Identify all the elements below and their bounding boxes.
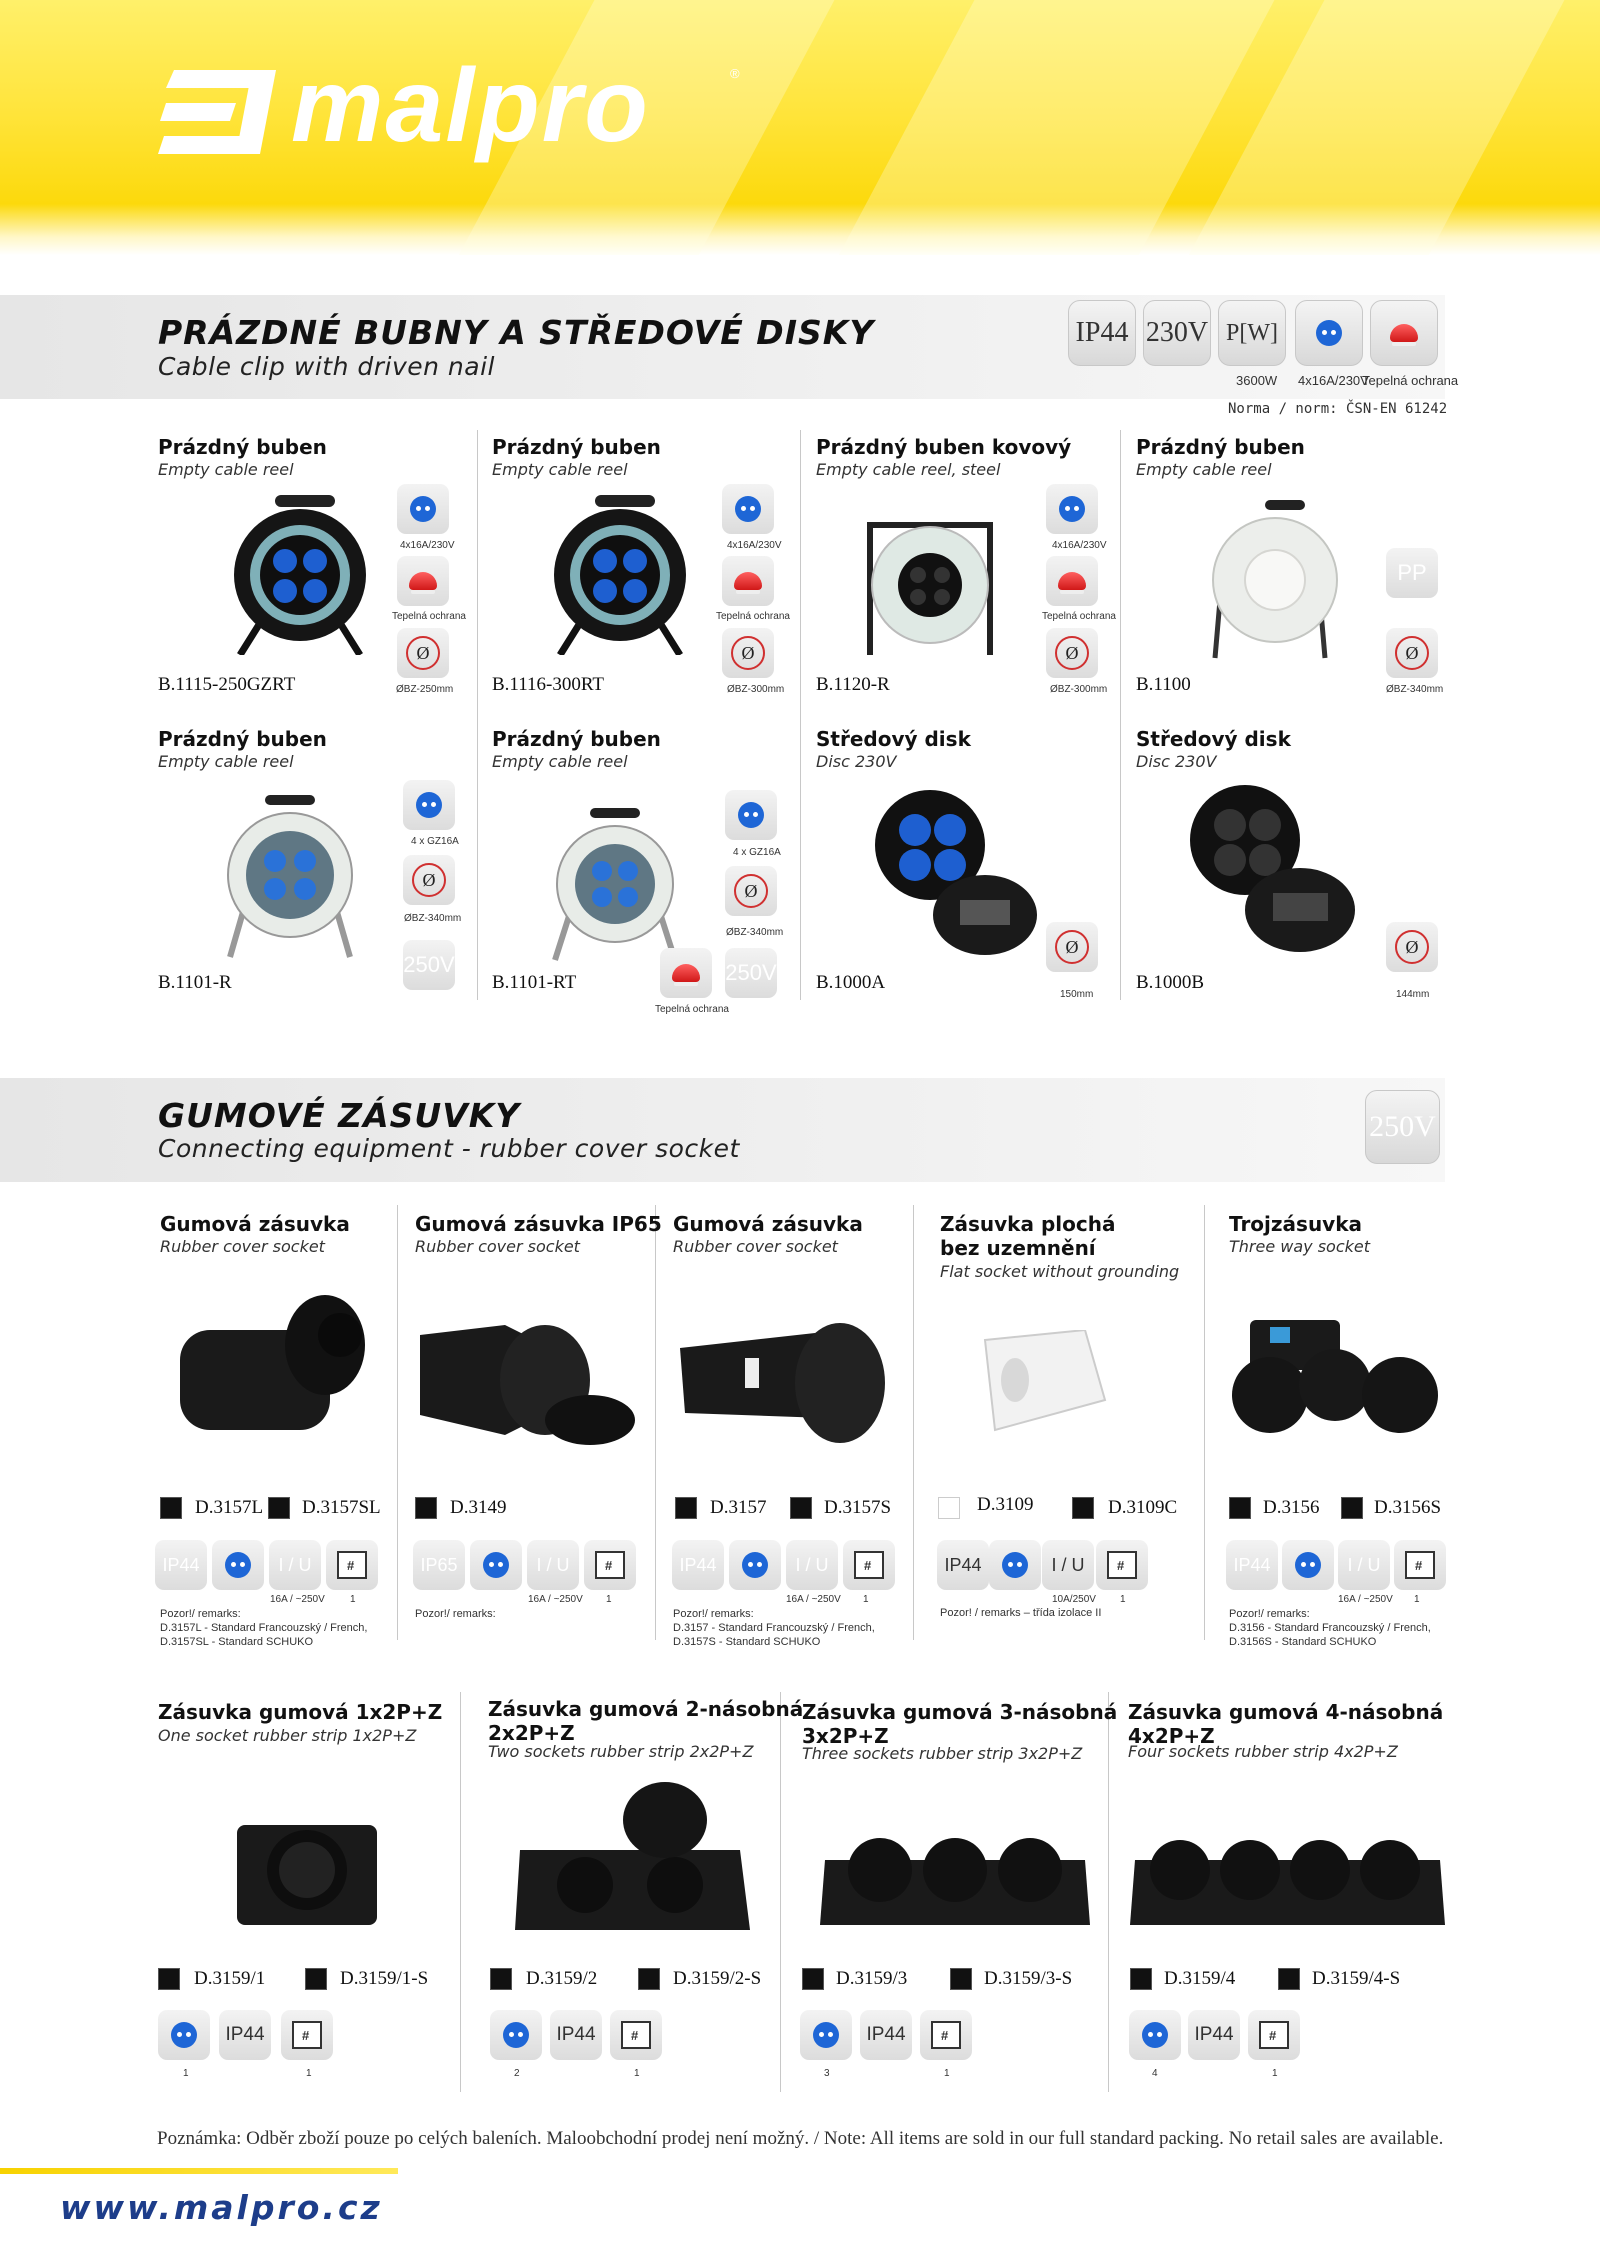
socket-icon xyxy=(800,2010,852,2060)
product-code: D.3159/3-S xyxy=(984,1968,1073,1989)
current-voltage-icon: I / U xyxy=(527,1540,579,1590)
logo-mark-icon xyxy=(156,70,276,154)
product-title: Prázdný buben xyxy=(1136,435,1305,459)
section-subtitle-sockets: Connecting equipment - rubber cover socket xyxy=(158,1134,740,1163)
product-title: Středový disk xyxy=(1136,727,1291,751)
socket-strip-image xyxy=(1130,1825,1445,1930)
socket-count: 3 xyxy=(824,2068,830,2079)
ip-rating-icon: IP44 xyxy=(1226,1540,1278,1590)
color-swatch-black xyxy=(675,1497,697,1519)
rubber-socket-image xyxy=(175,1290,375,1450)
product-subtitle: Four sockets rubber strip 4x2P+Z xyxy=(1128,1742,1398,1761)
thermal-label: Tepelná ochrana xyxy=(1042,611,1116,622)
ip-rating-icon: IP44 xyxy=(1188,2010,1240,2060)
product-title: Prázdný buben xyxy=(158,727,327,751)
thermal-label: Tepelná ochrana xyxy=(1362,373,1459,388)
socket-icon xyxy=(729,1540,781,1590)
packaging-icon xyxy=(326,1540,378,1590)
product-code: D.3157L xyxy=(195,1497,264,1518)
divider xyxy=(655,1205,656,1640)
product-code: B.1000B xyxy=(1136,972,1205,993)
pack-quantity: 1 xyxy=(944,2068,950,2079)
cable-reel-image xyxy=(225,495,375,655)
remarks: Pozor!/ remarks: D.3157L - Standard Francouzský / French, D.3157SL - Standard SCHUKO xyxy=(160,1608,368,1648)
packaging-icon xyxy=(1394,1540,1446,1590)
product-code: B.1115-250GZRT xyxy=(158,674,296,695)
packaging-icon xyxy=(584,1540,636,1590)
diameter-icon: Ø xyxy=(397,628,449,678)
malpro-logo xyxy=(156,48,740,164)
current-voltage-value: 16A / ~250V xyxy=(786,1594,841,1605)
packaging-icon xyxy=(610,2010,662,2060)
product-subtitle: Empty cable reel xyxy=(1136,460,1272,479)
diameter-label: ØBZ-300mm xyxy=(727,684,785,695)
product-code: D.3157SL xyxy=(302,1497,381,1518)
diameter-label: ØBZ-340mm xyxy=(1386,684,1444,695)
divider xyxy=(397,1205,398,1640)
product-subtitle: Rubber cover socket xyxy=(160,1237,325,1256)
empty-reel-image xyxy=(1200,500,1340,660)
color-swatch-black xyxy=(1229,1497,1251,1519)
registered-mark: ® xyxy=(730,66,740,81)
product-title: Gumová zásuvka xyxy=(160,1212,350,1236)
voltage-icon: 250V xyxy=(725,948,777,998)
product-subtitle: Empty cable reel xyxy=(492,460,628,479)
diameter-icon: Ø xyxy=(1046,628,1098,678)
product-code: B.1101-R xyxy=(158,972,232,993)
steel-reel-image xyxy=(860,505,1000,655)
product-subtitle: Three sockets rubber strip 3x2P+Z xyxy=(802,1744,1083,1763)
current-voltage-icon: I / U xyxy=(786,1540,838,1590)
socket-icon xyxy=(1129,2010,1181,2060)
product-title: Trojzásuvka xyxy=(1229,1212,1363,1236)
product-subtitle: Flat socket without grounding xyxy=(940,1262,1180,1281)
product-code: D.3159/2 xyxy=(526,1968,598,1989)
color-swatch-black xyxy=(158,1968,180,1990)
diameter-label: ØBZ-340mm xyxy=(726,927,784,938)
product-code: B.1120-R xyxy=(816,674,890,695)
remarks: Pozor!/ remarks: xyxy=(415,1608,496,1620)
pack-quantity: 1 xyxy=(634,2068,640,2079)
socket-label: 4x16A/230V xyxy=(727,540,782,551)
rubber-socket-ip65-image xyxy=(415,1305,635,1450)
voltage-icon: 250V xyxy=(403,940,455,990)
page-header xyxy=(0,0,1600,255)
packaging-icon xyxy=(1248,2010,1300,2060)
thermal-label: Tepelná ochrana xyxy=(392,611,466,622)
current-voltage-value: 10A/250V xyxy=(1052,1594,1096,1605)
product-code: D.3109 xyxy=(977,1494,1034,1515)
color-swatch-black xyxy=(268,1497,290,1519)
current-voltage-icon: I / U xyxy=(1042,1540,1094,1590)
product-subtitle: Empty cable reel, steel xyxy=(816,460,1001,479)
ip-rating-icon: IP44 xyxy=(155,1540,207,1590)
product-subtitle: One socket rubber strip 1x2P+Z xyxy=(158,1726,417,1745)
pack-quantity: 1 xyxy=(863,1594,869,1605)
socket-count: 1 xyxy=(183,2068,189,2079)
ip-rating-icon: IP65 xyxy=(413,1540,465,1590)
product-code: D.3159/1-S xyxy=(340,1968,429,1989)
socket-icon xyxy=(1282,1540,1334,1590)
cable-reel-image xyxy=(545,495,695,655)
socket-icon xyxy=(470,1540,522,1590)
ip-rating-icon: IP44 xyxy=(219,2010,271,2060)
remarks: Pozor! / remarks – třída izolace II xyxy=(940,1607,1102,1619)
pack-quantity: 1 xyxy=(1272,2068,1278,2079)
three-way-socket-image xyxy=(1220,1315,1440,1450)
pack-quantity: 1 xyxy=(606,1594,612,1605)
brand-name: malpro xyxy=(291,48,650,164)
diameter-icon: Ø xyxy=(1046,922,1098,972)
diameter-label: ØBZ-300mm xyxy=(1050,684,1108,695)
voltage-icon: 250V xyxy=(1365,1090,1440,1164)
product-title: Zásuvka gumová 2-násobná 2x2P+Z xyxy=(488,1697,804,1745)
product-subtitle: Empty cable reel xyxy=(158,752,294,771)
product-code: D.3157 xyxy=(710,1497,767,1518)
socket-icon xyxy=(989,1540,1041,1590)
pp-material-icon: PP xyxy=(1386,548,1438,598)
color-swatch-black xyxy=(160,1497,182,1519)
product-title: Zásuvka gumová 3-násobná 3x2P+Z xyxy=(802,1700,1118,1748)
product-code: B.1000A xyxy=(816,972,886,993)
product-code: D.3157S xyxy=(824,1497,892,1518)
product-code: D.3156 xyxy=(1263,1497,1320,1518)
ip-rating-icon: IP44 xyxy=(550,2010,602,2060)
product-subtitle: Disc 230V xyxy=(816,752,897,771)
color-swatch-black xyxy=(802,1968,824,1990)
diameter-icon: Ø xyxy=(1386,922,1438,972)
product-code: D.3159/4 xyxy=(1164,1968,1236,1989)
product-subtitle: Rubber cover socket xyxy=(673,1237,838,1256)
packaging-icon xyxy=(843,1540,895,1590)
divider xyxy=(800,430,801,1000)
divider xyxy=(477,430,478,1000)
color-swatch-black xyxy=(415,1497,437,1519)
socket-icon xyxy=(1046,484,1098,534)
thermal-protection-icon xyxy=(397,556,449,606)
ip-rating-icon: IP44 xyxy=(860,2010,912,2060)
remarks: Pozor!/ remarks: D.3156 - Standard Francouzský / French, D.3156S - Standard SCHUKO xyxy=(1229,1608,1431,1648)
power-label: 3600W xyxy=(1236,373,1278,388)
footer-note: Poznámka: Odběr zboží pouze po celých baleních. Maloobchodní prodej není možný. / Note: All items are sold in our full standard packing. No retail sales are available. xyxy=(157,2128,1444,2149)
product-code: D.3159/4-S xyxy=(1312,1968,1401,1989)
pack-quantity: 1 xyxy=(1120,1594,1126,1605)
rubber-socket-image xyxy=(675,1318,890,1448)
cable-reel-image xyxy=(545,808,685,963)
product-subtitle: Empty cable reel xyxy=(492,752,628,771)
divider xyxy=(913,1205,914,1640)
pack-quantity: 1 xyxy=(350,1594,356,1605)
voltage-icon: 230V xyxy=(1143,300,1211,366)
socket-icon xyxy=(725,790,777,840)
product-code: D.3156S xyxy=(1374,1497,1442,1518)
socket-icon xyxy=(397,484,449,534)
divider xyxy=(1120,430,1121,1000)
color-swatch-black xyxy=(1341,1497,1363,1519)
product-title: Zásuvka gumová 4-násobná 4x2P+Z xyxy=(1128,1700,1444,1748)
product-title: Prázdný buben xyxy=(492,727,661,751)
footer-accent-bar xyxy=(0,2168,398,2174)
product-title: Prázdný buben kovový xyxy=(816,435,1072,459)
color-swatch-black xyxy=(790,1497,812,1519)
center-disc-image xyxy=(1185,785,1360,960)
product-subtitle: Empty cable reel xyxy=(158,460,294,479)
diameter-label: ØBZ-250mm xyxy=(396,684,454,695)
color-swatch-black xyxy=(1278,1968,1300,1990)
thermal-label: Tepelná ochrana xyxy=(716,611,790,622)
product-subtitle: Three way socket xyxy=(1229,1237,1371,1256)
current-voltage-icon: I / U xyxy=(1338,1540,1390,1590)
product-subtitle: Disc 230V xyxy=(1136,752,1217,771)
product-code: B.1116-300RT xyxy=(492,674,604,695)
packaging-icon xyxy=(281,2010,333,2060)
socket-label: 4 x GZ16A xyxy=(733,847,781,858)
website-link[interactable]: www.malpro.cz xyxy=(60,2188,383,2227)
packaging-icon xyxy=(1096,1540,1148,1590)
thermal-protection-icon xyxy=(722,556,774,606)
ip-rating-icon: IP44 xyxy=(672,1540,724,1590)
product-code: D.3159/2-S xyxy=(673,1968,762,1989)
color-swatch-black xyxy=(1130,1968,1152,1990)
diameter-label: ØBZ-340mm xyxy=(404,913,462,924)
color-swatch-black xyxy=(305,1968,327,1990)
center-disc-image xyxy=(870,790,1040,960)
socket-label: 4 x GZ16A xyxy=(411,836,459,847)
diameter-label: 144mm xyxy=(1396,989,1430,1000)
remarks: Pozor!/ remarks: D.3157 - Standard Francouzský / French, D.3157S - Standard SCHUKO xyxy=(673,1608,875,1648)
divider xyxy=(780,1692,781,2092)
socket-count: 2 xyxy=(514,2068,520,2079)
thermal-protection-icon xyxy=(1046,556,1098,606)
product-title: Středový disk xyxy=(816,727,971,751)
diameter-icon: Ø xyxy=(1386,628,1438,678)
socket-icon xyxy=(158,2010,210,2060)
product-code: D.3159/1 xyxy=(194,1968,266,1989)
socket-count: 4 xyxy=(1152,2068,1158,2079)
color-swatch-black xyxy=(638,1968,660,1990)
color-swatch-white xyxy=(938,1497,960,1519)
packaging-icon xyxy=(920,2010,972,2060)
flat-socket-image xyxy=(975,1330,1115,1440)
diameter-icon: Ø xyxy=(722,628,774,678)
diameter-icon: Ø xyxy=(403,855,455,905)
current-voltage-value: 16A / ~250V xyxy=(528,1594,583,1605)
product-code: B.1100 xyxy=(1136,674,1191,695)
socket-icon xyxy=(403,780,455,830)
divider xyxy=(460,1692,461,2092)
color-swatch-black xyxy=(950,1968,972,1990)
socket-icon xyxy=(722,484,774,534)
current-voltage-icon: I / U xyxy=(269,1540,321,1590)
divider xyxy=(1108,1692,1109,2092)
thermal-protection-icon xyxy=(1370,300,1438,366)
section-title-reels: PRÁZDNÉ BUBNY A STŘEDOVÉ DISKY xyxy=(158,313,875,352)
product-title: Gumová zásuvka IP65 xyxy=(415,1212,662,1236)
socket-icon xyxy=(1295,300,1363,366)
cable-reel-image xyxy=(220,795,360,960)
pack-quantity: 1 xyxy=(306,2068,312,2079)
ip44-icon: IP44 xyxy=(1068,300,1136,366)
color-swatch-black xyxy=(1072,1497,1094,1519)
pack-quantity: 1 xyxy=(1414,1594,1420,1605)
product-code: D.3109C xyxy=(1108,1497,1178,1518)
product-code: D.3159/3 xyxy=(836,1968,908,1989)
product-subtitle: Rubber cover socket xyxy=(415,1237,580,1256)
socket-icon xyxy=(490,2010,542,2060)
thermal-label: Tepelná ochrana xyxy=(655,1004,729,1015)
color-swatch-black xyxy=(490,1968,512,1990)
socket-label: 4x16A/230V xyxy=(1052,540,1107,551)
socket-label: 4x16A/230V xyxy=(400,540,455,551)
section-title-sockets: GUMOVÉ ZÁSUVKY xyxy=(158,1096,521,1135)
power-icon: P[W] xyxy=(1218,300,1286,366)
socket-strip-image xyxy=(515,1780,755,1940)
socket-strip-image xyxy=(820,1825,1090,1930)
socket-icon xyxy=(212,1540,264,1590)
diameter-icon: Ø xyxy=(725,866,777,916)
product-subtitle: Two sockets rubber strip 2x2P+Z xyxy=(488,1742,754,1761)
section-subtitle-reels: Cable clip with driven nail xyxy=(158,352,495,381)
product-code: B.1101-RT xyxy=(492,972,577,993)
current-voltage-value: 16A / ~250V xyxy=(270,1594,325,1605)
product-title: Zásuvka plochá bez uzemnění xyxy=(940,1212,1116,1260)
norma-text: Norma / norm: ČSN-EN 61242 xyxy=(1228,401,1448,417)
product-title: Gumová zásuvka xyxy=(673,1212,863,1236)
product-code: D.3149 xyxy=(450,1497,507,1518)
current-voltage-value: 16A / ~250V xyxy=(1338,1594,1393,1605)
socket-label: 4x16A/230V xyxy=(1298,373,1369,388)
product-title: Zásuvka gumová 1x2P+Z xyxy=(158,1700,443,1724)
ip-rating-icon: IP44 xyxy=(937,1540,989,1590)
product-title: Prázdný buben xyxy=(492,435,661,459)
divider xyxy=(1204,1205,1205,1640)
diameter-label: 150mm xyxy=(1060,989,1094,1000)
thermal-protection-icon xyxy=(660,948,712,998)
product-title: Prázdný buben xyxy=(158,435,327,459)
socket-strip-image xyxy=(232,1800,382,1930)
